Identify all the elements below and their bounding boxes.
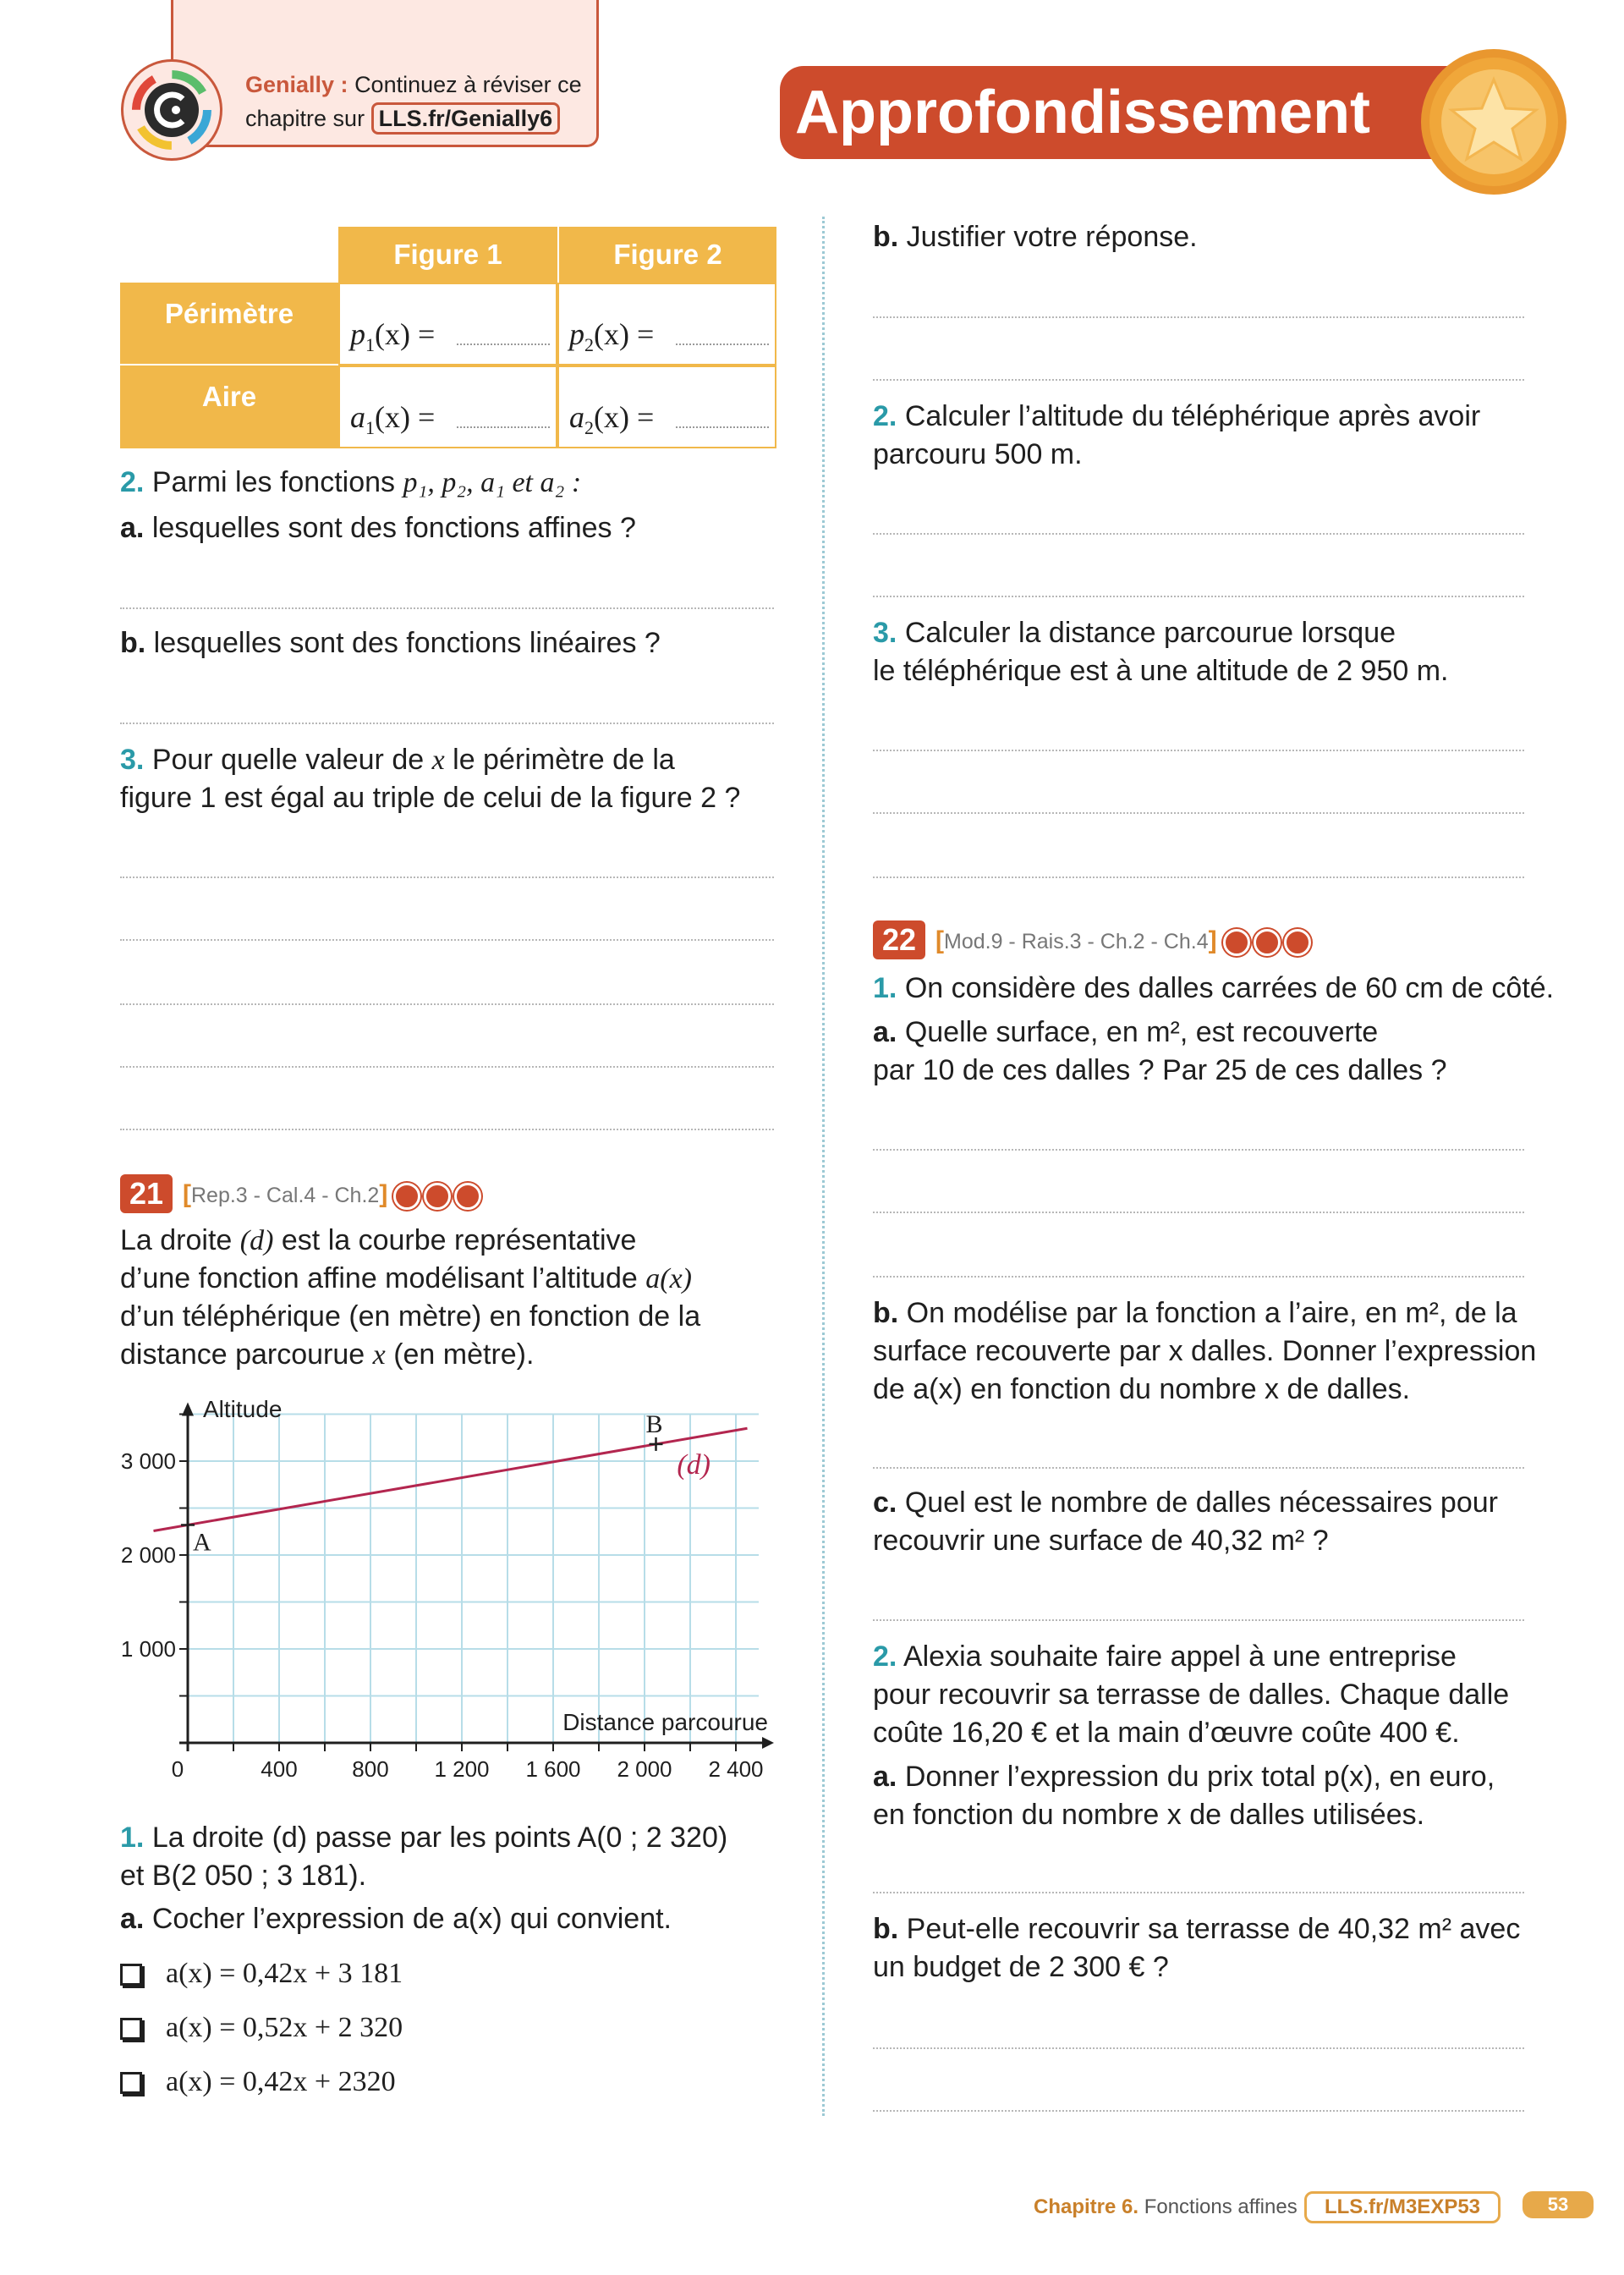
chart-x-label: Distance parcourue [562, 1709, 768, 1735]
ex21-intro-ax: a(x) [645, 1263, 692, 1294]
answer-line[interactable] [873, 1467, 1524, 1469]
star-icon [1421, 49, 1566, 195]
ex22-q2-line1: Alexia souhaite faire appel à une entreprise [903, 1640, 1457, 1673]
genially-text-1: Continuez à réviser ce [354, 72, 582, 97]
q2b-label: b. [120, 627, 146, 659]
ex22-q1c-line1: Quel est le nombre de dalles nécessaires pour [904, 1486, 1498, 1519]
answer-line[interactable] [873, 1276, 1524, 1278]
q2b-text: lesquelles sont des fonctions linéaires ? [153, 627, 661, 659]
ex22-q2a-line2: en fonction du nombre x de dalles utilisées. [873, 1799, 1425, 1831]
b-label: b. [873, 221, 899, 253]
ex22-q2-line3: coûte 16,20 € et la main d’œuvre coûte 400 €. [873, 1717, 1460, 1749]
option-text: a(x) = 0,52x + 2 320 [166, 2012, 403, 2043]
footer-link[interactable]: LLS.fr/M3EXP53 [1304, 2191, 1501, 2223]
answer-line[interactable] [873, 876, 1524, 878]
rq3-number: 3. [873, 617, 897, 649]
cell-suffix: (x) = [375, 400, 436, 434]
ex22-q2b-label: b. [873, 1913, 899, 1945]
ex21-intro-d: (d) [239, 1225, 274, 1256]
exercise-21-ref-text: Rep.3 - Cal.4 - Ch.2 [191, 1184, 380, 1207]
table-header-figure2: Figure 2 [557, 227, 776, 283]
ex22-q1-text: On considère des dalles carrées de 60 cm de côté. [904, 972, 1555, 1004]
cell-func: a [350, 400, 365, 434]
rq3-line2: le téléphérique est à une altitude de 2 950 m. [873, 655, 1449, 687]
answer-line[interactable] [120, 607, 774, 609]
checkbox[interactable] [120, 1964, 142, 1986]
table-cell-p2[interactable] [557, 283, 776, 365]
q3-line2: figure 1 est égal au triple de celui de la figure 2 ? [120, 782, 741, 814]
exercise-21-number: 21 [120, 1174, 173, 1213]
rq2-line2: parcouru 500 m. [873, 438, 1083, 470]
footer-chapter-title: Fonctions affines [1144, 2195, 1298, 2218]
ex22-q1b-line1: On modélise par la fonction a l’aire, en m², de la [906, 1297, 1517, 1329]
option-3[interactable] [120, 2063, 396, 2101]
ex21-intro-1: La droite [120, 1224, 233, 1256]
table-header-figure1: Figure 1 [338, 227, 557, 283]
checkbox[interactable] [120, 2072, 142, 2094]
x-tick-label: 800 [352, 1756, 389, 1777]
footer-chapter: Chapitre 6. [1034, 2195, 1139, 2218]
exercise-22-number: 22 [873, 920, 925, 959]
q2a-text: lesquelles sont des fonctions affines ? [151, 512, 636, 544]
answer-line[interactable] [120, 1129, 774, 1130]
exercise-22-ref: [Mod.9 - Rais.3 - Ch.2 - Ch.4] [935, 924, 1314, 959]
cell-sub: 2 [584, 334, 594, 356]
genially-link[interactable]: LLS.fr/Genially6 [371, 102, 561, 135]
q3-number: 3. [120, 744, 145, 776]
chart-line-label: (d) [677, 1449, 710, 1481]
cell-suffix: (x) = [375, 317, 436, 351]
q2-number: 2. [120, 466, 145, 498]
table-row-label-perimetre: Périmètre [120, 283, 338, 365]
cell-sub: 1 [365, 334, 375, 356]
cell-sub: 2 [584, 417, 594, 439]
ex22-q2a-line1: Donner l’expression du prix total p(x), en euro, [904, 1761, 1495, 1793]
checkbox[interactable] [120, 2018, 142, 2040]
chart-y-label: Altitude [203, 1396, 283, 1422]
ex21-q1a-text: Cocher l’expression de a(x) qui convient. [151, 1903, 672, 1935]
difficulty-dot [1254, 929, 1281, 956]
column-separator [822, 217, 825, 2116]
point-label-A: A [193, 1528, 211, 1557]
answer-line[interactable] [873, 379, 1524, 381]
y-tick-label: 1 000 [120, 1636, 176, 1662]
x-tick-label: 0 [171, 1756, 184, 1777]
ex22-q1b-label: b. [873, 1297, 899, 1329]
answer-line[interactable] [873, 1149, 1524, 1151]
genially-label: Genially : [245, 72, 348, 97]
ex22-q2b-line1: Peut-elle recouvrir sa terrasse de 40,32 m² avec [906, 1913, 1521, 1945]
table-cell-p1[interactable] [338, 283, 557, 365]
answer-line[interactable] [873, 812, 1524, 814]
answer-line[interactable] [873, 533, 1524, 535]
ex22-q1a-line1: Quelle surface, en m², est recouverte [904, 1016, 1379, 1048]
cell-func: a [569, 400, 584, 434]
difficulty-dot [1223, 929, 1250, 956]
ex22-q1a-line2: par 10 de ces dalles ? Par 25 de ces dalles ? [873, 1054, 1447, 1086]
answer-line[interactable] [120, 1003, 774, 1005]
option-1[interactable] [120, 1954, 403, 1992]
ex22-q1b-line3: de a(x) en fonction du nombre x de dalles. [873, 1373, 1411, 1405]
ex21-q1a-label: a. [120, 1903, 145, 1935]
q2a-label: a. [120, 512, 145, 544]
ex21-q1-number: 1. [120, 1822, 145, 1854]
answer-line[interactable] [873, 596, 1524, 597]
q3-line1-b: le périmètre de la [453, 744, 675, 776]
chart-grid [188, 1415, 759, 1744]
answer-line[interactable] [120, 1066, 774, 1068]
point-label-B: B [645, 1410, 663, 1438]
table-cell-a2[interactable] [557, 365, 776, 448]
answer-line[interactable] [873, 1619, 1524, 1621]
x-tick-label: 2 400 [708, 1756, 764, 1777]
difficulty-dot [454, 1183, 481, 1210]
difficulty-dot [424, 1183, 451, 1210]
table-row-label-aire: Aire [120, 365, 338, 448]
ex21-q1-line2: et B(2 050 ; 3 181). [120, 1860, 367, 1892]
answer-line[interactable] [873, 1212, 1524, 1213]
ex21-intro-2: d’une fonction affine modélisant l’altitude [120, 1262, 638, 1294]
cell-suffix: (x) = [594, 317, 655, 351]
rq2-line1: Calculer l’altitude du téléphérique après avoir [904, 400, 1481, 432]
answer-line[interactable] [873, 750, 1524, 751]
ex22-q2-number: 2. [873, 1640, 897, 1673]
difficulty-dot [393, 1183, 420, 1210]
ex21-q1-line1: La droite (d) passe par les points A(0 ; 2 320) [151, 1822, 728, 1854]
genially-logo-icon[interactable] [121, 59, 222, 161]
ex22-q1b-line2: surface recouverte par x dalles. Donner l’expression [873, 1335, 1537, 1367]
q3-var: x [431, 745, 445, 776]
ex21-intro-1b: est la courbe représentative [281, 1224, 637, 1256]
cell-func: p [350, 317, 365, 351]
x-tick-label: 1 200 [434, 1756, 490, 1777]
x-tick-label: 1 600 [525, 1756, 581, 1777]
difficulty-dot [1284, 929, 1311, 956]
ex22-q2b-line2: un budget de 2 300 € ? [873, 1951, 1169, 1983]
ex22-q2a-label: a. [873, 1761, 897, 1793]
cell-suffix: (x) = [594, 400, 655, 434]
q2-text: Parmi les fonctions [151, 466, 396, 498]
cell-sub: 1 [365, 417, 375, 439]
table-cell-a1[interactable] [338, 365, 557, 448]
answer-line[interactable] [873, 2110, 1524, 2112]
q2-funcs: p₁, p₂, a₁ et a₂ : [403, 467, 582, 498]
ex21-intro-4: distance parcourue [120, 1338, 365, 1371]
rq3-line1: Calculer la distance parcourue lorsque [904, 617, 1396, 649]
x-axis-arrow [762, 1737, 774, 1749]
y-tick-label: 2 000 [120, 1542, 176, 1568]
b-text: Justifier votre réponse. [906, 221, 1198, 253]
ex22-q1-number: 1. [873, 972, 897, 1004]
x-tick-label: 2 000 [617, 1756, 672, 1777]
exercise-21-ref: [Rep.3 - Cal.4 - Ch.2] [183, 1178, 485, 1212]
answer-line[interactable] [120, 876, 774, 878]
x-tick-label: 400 [261, 1756, 298, 1777]
answer-line[interactable] [873, 316, 1524, 318]
answer-line[interactable] [120, 723, 774, 724]
y-tick-label: 3 000 [120, 1448, 176, 1474]
option-2[interactable] [120, 2008, 403, 2047]
answer-line[interactable] [873, 1892, 1524, 1893]
section-title: Approfondissement [795, 79, 1371, 146]
exercise-22-ref-text: Mod.9 - Rais.3 - Ch.2 - Ch.4 [944, 930, 1209, 953]
ex22-q1c-line2: recouvrir une surface de 40,32 m² ? [873, 1525, 1329, 1557]
rq2-number: 2. [873, 400, 897, 432]
page-number: 53 [1522, 2191, 1594, 2218]
ex22-q1a-label: a. [873, 1016, 897, 1048]
ex22-q1c-label: c. [873, 1486, 897, 1519]
cell-func: p [569, 317, 584, 351]
answer-line[interactable] [873, 2047, 1524, 2049]
q3-line1-a: Pour quelle valeur de [151, 744, 425, 776]
ex21-intro-3: d’un téléphérique (en mètre) en fonction de la [120, 1300, 701, 1333]
ex21-intro-4b: (en mètre). [393, 1338, 535, 1371]
ex21-intro-x: x [372, 1339, 386, 1371]
answer-line[interactable] [120, 939, 774, 941]
option-text: a(x) = 0,42x + 2320 [166, 2066, 396, 2097]
altitude-chart [102, 1388, 778, 1777]
genially-text-2: chapitre sur [245, 106, 365, 131]
ex22-q2-line2: pour recouvrir sa terrasse de dalles. Chaque dalle [873, 1679, 1510, 1711]
option-text: a(x) = 0,42x + 3 181 [166, 1958, 403, 1989]
